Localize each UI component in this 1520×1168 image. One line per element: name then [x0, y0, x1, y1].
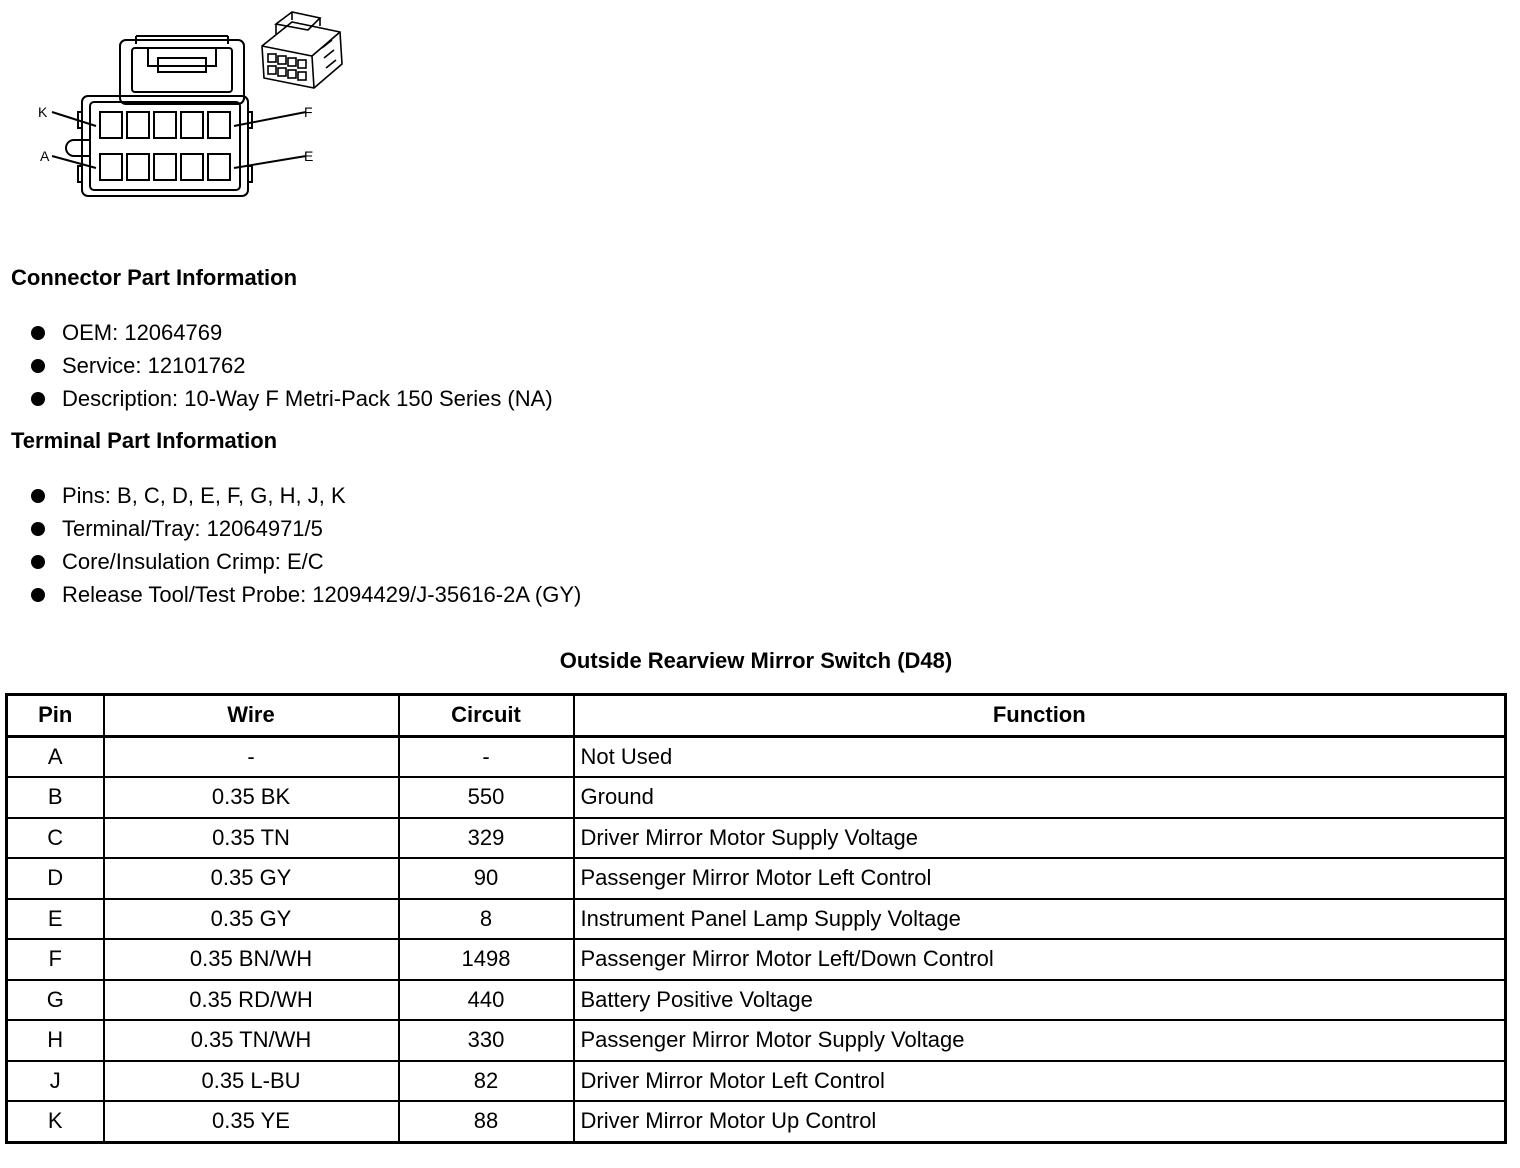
pin-label-e: E — [304, 148, 314, 164]
terminal-part-heading: Terminal Part Information — [11, 428, 278, 453]
cell-function: Passenger Mirror Motor Supply Voltage — [574, 1020, 1506, 1061]
connector-diagram — [30, 8, 370, 208]
list-item: OEM: 12064769 — [30, 316, 553, 349]
cell-pin: H — [7, 1020, 104, 1061]
cell-wire: 0.35 GY — [104, 858, 399, 899]
cell-function: Ground — [574, 777, 1506, 818]
header-function: Function — [574, 695, 1506, 737]
cell-function: Not Used — [574, 736, 1506, 777]
cell-pin: K — [7, 1101, 104, 1142]
terminal-part-list — [30, 479, 581, 611]
cell-pin: F — [7, 939, 104, 980]
cell-pin: D — [7, 858, 104, 899]
cell-function: Passenger Mirror Motor Left/Down Control — [574, 939, 1506, 980]
connector-isometric-drawing — [262, 12, 342, 88]
cell-circuit: 330 — [399, 1020, 574, 1061]
list-item: Core/Insulation Crimp: E/C — [30, 545, 581, 578]
bullet-icon — [31, 392, 45, 406]
list-item: Description: 10-Way F Metri-Pack 150 Series (NA) — [30, 382, 553, 415]
cell-pin: G — [7, 980, 104, 1021]
list-item: Terminal/Tray: 12064971/5 — [30, 512, 581, 545]
list-item: Release Tool/Test Probe: 12094429/J-35616-2A (GY) — [30, 578, 581, 611]
bullet-icon — [31, 588, 45, 602]
cell-wire: 0.35 RD/WH — [104, 980, 399, 1021]
cell-function: Passenger Mirror Motor Left Control — [574, 858, 1506, 899]
list-item: Pins: B, C, D, E, F, G, H, J, K — [30, 479, 581, 512]
list-item: Service: 12101762 — [30, 349, 553, 382]
cell-pin: B — [7, 777, 104, 818]
header-pin: Pin — [7, 695, 104, 737]
cell-circuit: - — [399, 736, 574, 777]
cell-function: Driver Mirror Motor Supply Voltage — [574, 818, 1506, 859]
connector-part-heading: Connector Part Information — [11, 265, 298, 290]
cell-wire: 0.35 BK — [104, 777, 399, 818]
cell-circuit: 440 — [399, 980, 574, 1021]
cell-wire: 0.35 TN/WH — [104, 1020, 399, 1061]
cell-circuit: 8 — [399, 899, 574, 940]
bullet-icon — [31, 326, 45, 340]
header-circuit: Circuit — [399, 695, 574, 737]
bullet-icon — [31, 359, 45, 373]
cell-wire: 0.35 GY — [104, 899, 399, 940]
bullet-icon — [31, 555, 45, 569]
bullet-icon — [31, 489, 45, 503]
cell-function: Instrument Panel Lamp Supply Voltage — [574, 899, 1506, 940]
pin-label-a: A — [40, 148, 50, 164]
table-row — [7, 939, 1506, 980]
cell-circuit: 88 — [399, 1101, 574, 1142]
table-row — [7, 858, 1506, 899]
cell-wire: 0.35 L-BU — [104, 1061, 399, 1102]
table-title: Outside Rearview Mirror Switch (D48) — [559, 648, 953, 673]
cell-circuit: 329 — [399, 818, 574, 859]
cell-function: Battery Positive Voltage — [574, 980, 1506, 1021]
cell-pin: A — [7, 736, 104, 777]
table-row — [7, 1061, 1506, 1102]
cell-circuit: 1498 — [399, 939, 574, 980]
cell-wire: - — [104, 736, 399, 777]
table-row — [7, 1020, 1506, 1061]
header-wire: Wire — [104, 695, 399, 737]
table-row — [7, 777, 1506, 818]
bullet-icon — [31, 522, 45, 536]
cell-circuit: 550 — [399, 777, 574, 818]
table-row — [7, 899, 1506, 940]
pin-label-f: F — [304, 104, 313, 120]
cell-pin: C — [7, 818, 104, 859]
cell-circuit: 90 — [399, 858, 574, 899]
table-row — [7, 1101, 1506, 1142]
table-row — [7, 736, 1506, 777]
cell-wire: 0.35 YE — [104, 1101, 399, 1142]
table-header-row — [7, 695, 1506, 737]
table-row — [7, 980, 1506, 1021]
cell-pin: E — [7, 899, 104, 940]
cell-circuit: 82 — [399, 1061, 574, 1102]
cell-pin: J — [7, 1061, 104, 1102]
pinout-table — [5, 693, 1507, 1144]
cell-function: Driver Mirror Motor Up Control — [574, 1101, 1506, 1142]
cell-wire: 0.35 TN — [104, 818, 399, 859]
cell-function: Driver Mirror Motor Left Control — [574, 1061, 1506, 1102]
table-body — [7, 736, 1506, 1142]
cell-wire: 0.35 BN/WH — [104, 939, 399, 980]
table-row — [7, 818, 1506, 859]
connector-part-list — [30, 316, 553, 415]
pin-label-k: K — [38, 104, 48, 120]
